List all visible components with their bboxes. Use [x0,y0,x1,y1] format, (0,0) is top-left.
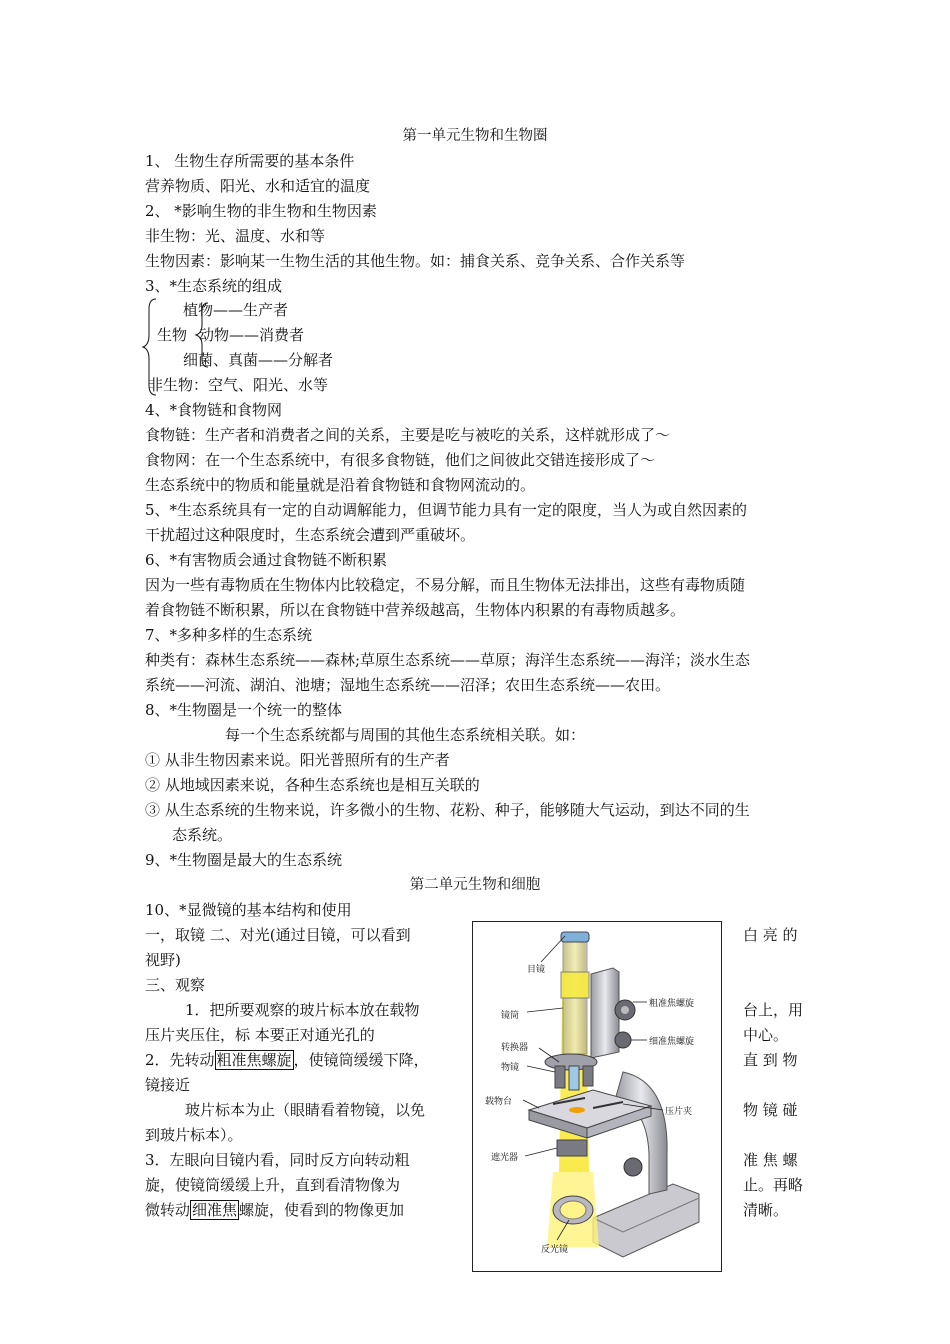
text-line: 玻片标本为止（眼睛看着物镜，以免 [185,1101,426,1119]
right-text: 清晰。 [743,1201,789,1219]
text-line: 镜接近 [145,1076,191,1094]
text-line: 3．左眼向目镜内看，同时反方向转动粗 [145,1151,410,1169]
label-objective: 物镜 [501,1063,520,1073]
right-text: 白 亮 的 [743,926,798,944]
text-line: 1、 生物生存所需要的基本条件 [145,152,355,170]
label-stage: 载物台 [485,1097,513,1107]
text-fragment: 微转动 [145,1201,191,1219]
text-line: 1．把所要观察的玻片标本放在载物 [185,1001,420,1019]
text-line: 着食物链不断积累，所以在食物链中营养级越高，生物体内积累的有毒物质越多。 [145,601,686,619]
list-item: ③ 从生态系统的生物来说，许多微小的生物、花粉、种子，能够随大气运动，到达不同的生 [145,801,750,819]
section-heading: 10、*显微镜的基本结构和使用 [145,901,352,919]
right-text: 中心。 [743,1026,789,1044]
text-line: 干扰超过这种限度时，生态系统会遭到严重破坏。 [145,526,476,544]
text-line: 生态系统中的物质和能量就是沿着食物链和食物网流动的。 [145,476,536,494]
boxed-term: 粗准焦螺旋 [216,1051,292,1069]
microscope-labels [473,922,720,1270]
text-line: 7、*多种多样的生态系统 [145,626,313,644]
right-text: 准 焦 螺 [743,1151,798,1169]
text-line [145,1048,429,1073]
label-mirror: 反光镜 [541,1245,569,1255]
text-line: 5、*生态系统具有一定的自动调解能力，但调节能力具有一定的限度，当人为或自然因素的 [145,501,748,519]
text-line: 因为一些有毒物质在生物体内比较稳定，不易分解，而且生物体无法排出，这些有毒物质随 [145,576,746,594]
composition-animal: 动物——消费者 [199,326,305,344]
label-converter: 转换器 [501,1043,529,1053]
unit2-title: 第二单元生物和细胞 [409,877,541,893]
text-line: 8、*生物圈是一个统一的整体 [145,701,343,719]
boxed-term: 细准焦 [192,1201,238,1219]
text-fragment: ，使镜筒缓缓下降， [293,1051,429,1069]
text-line: 种类有：森林生态系统——森林;草原生态系统——草原；海洋生态系统——海洋；淡水生态 [145,651,751,669]
label-coarse-knob: 粗准焦螺旋 [649,999,695,1009]
text-line: 每一个生态系统都与周围的其他生态系统相关联。如： [225,726,586,744]
text-line: 3、*生态系统的组成 [145,277,283,295]
text-line: 压片夹压住，标 本要正对通光孔的 [145,1026,375,1044]
text-line: 三、观察 [145,976,206,994]
composition-plant: 植物——生产者 [183,301,289,319]
right-text: 直 到 物 [743,1051,798,1069]
label-clip: 压片夹 [665,1107,693,1117]
text-line [145,1198,404,1223]
text-line: 一，取镜 二、对光(通过目镜，可以看到 [145,926,411,944]
text-line: 9、*生物圈是最大的生态系统 [145,851,343,869]
composition-fungi: 细菌、真菌——分解者 [183,351,334,369]
composition-bio-label: 生物 [157,326,188,344]
text-line: 生物因素：影响某一生物生活的其他生物。如：捕食关系、竞争关系、合作关系等 [145,252,686,270]
unit1-title: 第一单元生物和生物圈 [402,128,548,144]
label-tube: 镜筒 [501,1011,520,1021]
label-condenser: 遮光器 [491,1153,519,1163]
text-fragment: 2．先转动 [145,1051,215,1069]
text-line: 非生物：光、温度、水和等 [145,227,326,245]
text-fragment: 螺旋，使看到的物像更加 [239,1201,405,1219]
label-eyepiece: 目镜 [527,965,546,975]
right-text: 台上，用 [743,1001,804,1019]
list-item: ① 从非生物因素来说。阳光普照所有的生产者 [145,751,450,769]
text-line: 2、 *影响生物的非生物和生物因素 [145,202,377,220]
composition-abiotic: 非生物：空气、阳光、水等 [148,376,329,394]
label-fine-knob: 细准焦螺旋 [649,1037,695,1047]
text-line: 到玻片标本）。 [145,1126,243,1144]
text-line: 系统——河流、湖泊、池塘；湿地生态系统——沼泽；农田生态系统——农田。 [145,676,671,694]
text-line: 营养物质、阳光、水和适宜的温度 [145,177,371,195]
text-line: 食物网：在一个生态系统中，有很多食物链，他们之间彼此交错连接形成了～ [145,451,656,469]
list-item-continuation: 态系统。 [172,826,233,844]
right-text: 物 镜 碰 [743,1101,798,1119]
text-line: 食物链：生产者和消费者之间的关系，主要是吃与被吃的关系，这样就形成了～ [145,426,671,444]
text-line: 6、*有害物质会通过食物链不断积累 [145,551,388,569]
text-line: 旋，使镜筒缓缓上升，直到看清物像为 [145,1176,401,1194]
text-line: 视野) [145,951,181,969]
microscope-figure [472,921,722,1272]
text-line: 4、*食物链和食物网 [145,401,283,419]
right-text: 止。再略 [743,1176,804,1194]
list-item: ② 从地域因素来说，各种生态系统也是相互关联的 [145,776,480,794]
